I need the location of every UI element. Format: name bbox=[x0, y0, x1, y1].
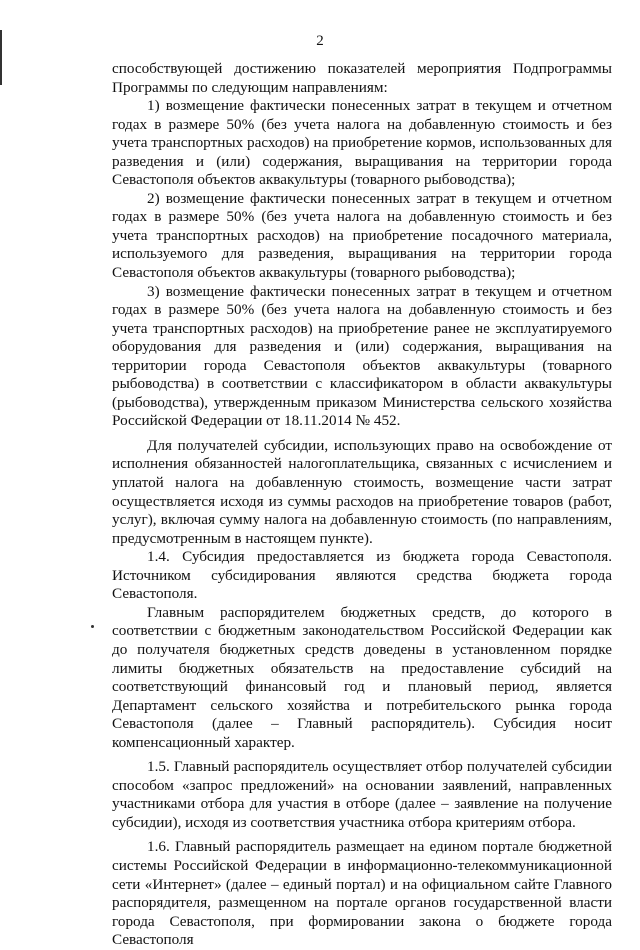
document-body bbox=[112, 60, 612, 950]
paragraph-1-4: 1.4. Субсидия предоставляется из бюджета города Севастополя. Источником субсидирования являются средства бюджета города Севастополя. bbox=[112, 548, 612, 603]
paragraph-item-1: 1) возмещение фактически понесенных затрат в текущем и отчетном годах в размере 50% (без учета налога на добавленную стоимость и без учета транспортных расходов) на приобретение кормов, использованных для разведения и (или) содержания, выращивания на территории города Севастополя объектов аквакультуры (товарного рыбоводства); bbox=[112, 97, 612, 189]
page-number: 2 bbox=[316, 33, 324, 49]
paragraph-item-3: 3) возмещение фактически понесенных затрат в текущем и отчетном годах в размере 50% (без учета налога на добавленную стоимость и без учета транспортных расходов) на приобретение ранее не эксплуатируемого оборудования для разведения и (или) содержания, выращивания на территории города Севастополя объектов аквакультуры (товарного рыбоводства) в соответствии с классификатором в области аквакультуры (рыбоводства), утвержденным приказом Министерства сельского хозяйства Российской Федерации от 18.11.2014 № 452. bbox=[112, 282, 612, 430]
paragraph-1-6: 1.6. Главный распорядитель размещает на едином портале бюджетной системы Российской Федерации в информационно-телекоммуникационной сети «Интернет» (далее – единый портал) и на официальном сайте Главного распорядителя, размещенном на портале органов государственной власти города Севастополя, при формировании закона о бюджете города Севастополя bbox=[112, 838, 612, 949]
paragraph-main-manager: Главным распорядителем бюджетных средств, до которого в соответствии с бюджетным законодательством Российской Федерации как до получателя бюджетных средств доведены в установленном порядке лимиты бюджетных обязательств на предоставление субсидий на соответствующий финансовый год и плановый период, является Департамент сельского хозяйства и потребительского рынка города Севастополя (далее – Главный распорядитель). Субсидия носит компенсационный характер. bbox=[112, 603, 612, 751]
paragraph-item-2: 2) возмещение фактически понесенных затрат в текущем и отчетном годах в размере 50% (без учета налога на добавленную стоимость и без учета транспортных расходов) на приобретение посадочного материала, используемого для разведения, выращивания на территории города Севастополя объектов аквакультуры (товарного рыбоводства); bbox=[112, 189, 612, 282]
scan-speck bbox=[91, 625, 94, 628]
paragraph-vat-exemption: Для получателей субсидии, использующих право на освобождение от исполнения обязанностей налогоплательщика, связанных с исчислением и уплатой налога на добавленную стоимость, возмещение части затрат осуществляется исходя из суммы расходов на приобретение товаров (работ, услуг), включая сумму налога на добавленную стоимость (по направлениям, предусмотренным в настоящем пункте). bbox=[112, 436, 612, 547]
paragraph-continuation: способствующей достижению показателей мероприятия Подпрограммы Программы по следующим направлениям: bbox=[112, 60, 612, 96]
paragraph-1-5: 1.5. Главный распорядитель осуществляет отбор получателей субсидии способом «запрос предложений» на основании заявлений, направленных участниками отбора для участия в отборе (далее – заявление на получение субсидии), исходя из соответствия участника отбора критериям отбора. bbox=[112, 758, 612, 831]
